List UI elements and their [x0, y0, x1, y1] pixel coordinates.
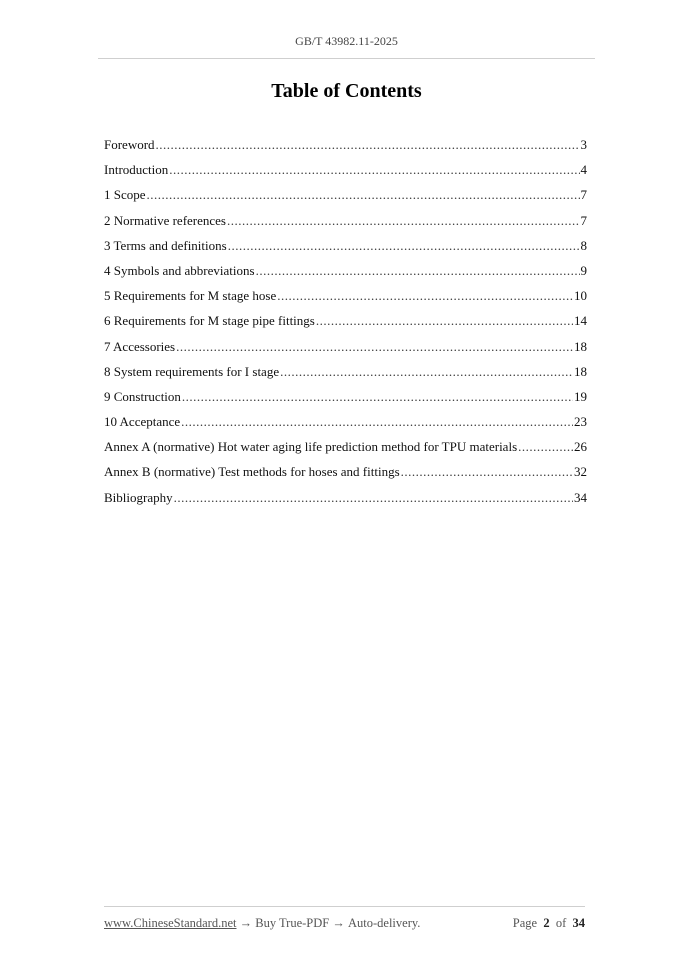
- toc-entry-page: 23: [574, 414, 587, 430]
- toc-entry-acceptance[interactable]: [104, 412, 587, 437]
- toc-entry-label: Annex A (normative) Hot water aging life prediction method for TPU materials: [104, 439, 518, 455]
- toc-dot-leader: [401, 462, 573, 482]
- toc-entry-label: 10 Acceptance: [104, 414, 181, 430]
- document-id: GB/T 43982.11-2025: [295, 34, 398, 48]
- toc-entry-m-stage-pipe-fittings[interactable]: [104, 311, 587, 336]
- toc-dot-leader: [182, 387, 573, 407]
- toc-entry-label: 9 Construction: [104, 388, 181, 404]
- toc-dot-leader: [181, 412, 573, 432]
- toc-entry-label: Foreword: [104, 137, 155, 152]
- toc-entry-page: 7: [580, 187, 587, 203]
- current-page: 2: [543, 916, 550, 930]
- toc-entry-label: Bibliography: [104, 489, 173, 505]
- toc-entry-page: 8: [580, 237, 587, 253]
- toc-dot-leader: [228, 236, 580, 256]
- toc-dot-leader: [518, 437, 573, 457]
- toc-entry-page: 9: [580, 262, 587, 278]
- toc-entry-page: 26: [574, 439, 587, 455]
- toc-entry-m-stage-hose[interactable]: [104, 286, 587, 311]
- table-of-contents: [104, 135, 587, 513]
- toc-dot-leader: [169, 160, 579, 180]
- toc-entry-page: 3: [580, 137, 587, 152]
- toc-entry-label: Introduction: [104, 162, 169, 178]
- toc-entry-accessories[interactable]: [104, 337, 587, 362]
- auto-delivery-link[interactable]: Auto-delivery.: [348, 916, 421, 930]
- toc-entry-label: 2 Normative references: [104, 212, 226, 228]
- toc-entry-label: 5 Requirements for M stage hose: [104, 288, 277, 304]
- toc-entry-page: 14: [574, 313, 587, 329]
- toc-entry-introduction[interactable]: [104, 160, 587, 185]
- toc-entry-construction[interactable]: [104, 387, 587, 412]
- total-pages: 34: [572, 916, 585, 930]
- site-link[interactable]: www.ChineseStandard.net: [104, 916, 237, 930]
- page-footer: [104, 916, 585, 931]
- page-number: [513, 916, 585, 931]
- toc-entry-page: 18: [574, 363, 587, 379]
- toc-dot-leader: [147, 185, 580, 205]
- toc-dot-leader: [277, 286, 573, 306]
- page-header: [0, 34, 693, 49]
- footer-divider: [104, 906, 585, 907]
- buy-true-pdf-link[interactable]: Buy True-PDF: [255, 916, 330, 930]
- toc-entry-page: 4: [580, 162, 587, 178]
- toc-entry-page: 34: [574, 489, 587, 505]
- footer-links: [104, 916, 420, 931]
- toc-entry-label: 8 System requirements for I stage: [104, 363, 280, 379]
- toc-entry-label: Annex B (normative) Test methods for hoses and fittings: [104, 464, 400, 480]
- toc-entry-annex-b[interactable]: [104, 462, 587, 487]
- toc-entry-page: 18: [574, 338, 587, 354]
- toc-entry-label: 1 Scope: [104, 187, 146, 203]
- toc-dot-leader: [176, 337, 573, 357]
- toc-entry-foreword[interactable]: [104, 135, 587, 160]
- toc-entry-scope[interactable]: [104, 185, 587, 210]
- toc-entry-terms-and-definitions[interactable]: [104, 236, 587, 261]
- toc-entry-label: 7 Accessories: [104, 338, 176, 354]
- header-divider: [98, 58, 595, 59]
- toc-dot-leader: [227, 211, 580, 231]
- arrow-right-icon: →: [329, 916, 348, 930]
- arrow-right-icon: →: [236, 916, 256, 930]
- toc-entry-system-requirements[interactable]: [104, 362, 587, 387]
- toc-dot-leader: [174, 488, 573, 508]
- page-title: Table of Contents: [271, 80, 422, 102]
- toc-entry-normative-references[interactable]: [104, 211, 587, 236]
- toc-dot-leader: [316, 311, 573, 331]
- toc-entry-label: 4 Symbols and abbreviations: [104, 262, 255, 278]
- toc-dot-leader: [156, 135, 580, 155]
- toc-dot-leader: [256, 261, 580, 281]
- toc-entry-label: 3 Terms and definitions: [104, 237, 227, 253]
- toc-entry-bibliography[interactable]: [104, 488, 587, 513]
- toc-entry-symbols-and-abbreviations[interactable]: [104, 261, 587, 286]
- toc-entry-page: 32: [574, 464, 587, 480]
- toc-entry-page: 19: [574, 388, 587, 404]
- toc-entry-label: 6 Requirements for M stage pipe fittings: [104, 313, 315, 329]
- toc-entry-page: 10: [574, 288, 587, 304]
- toc-dot-leader: [280, 362, 573, 382]
- toc-entry-page: 7: [580, 212, 587, 228]
- page-prefix: Page: [512, 916, 538, 930]
- toc-entry-annex-a[interactable]: [104, 437, 587, 462]
- page-of: of: [555, 916, 567, 930]
